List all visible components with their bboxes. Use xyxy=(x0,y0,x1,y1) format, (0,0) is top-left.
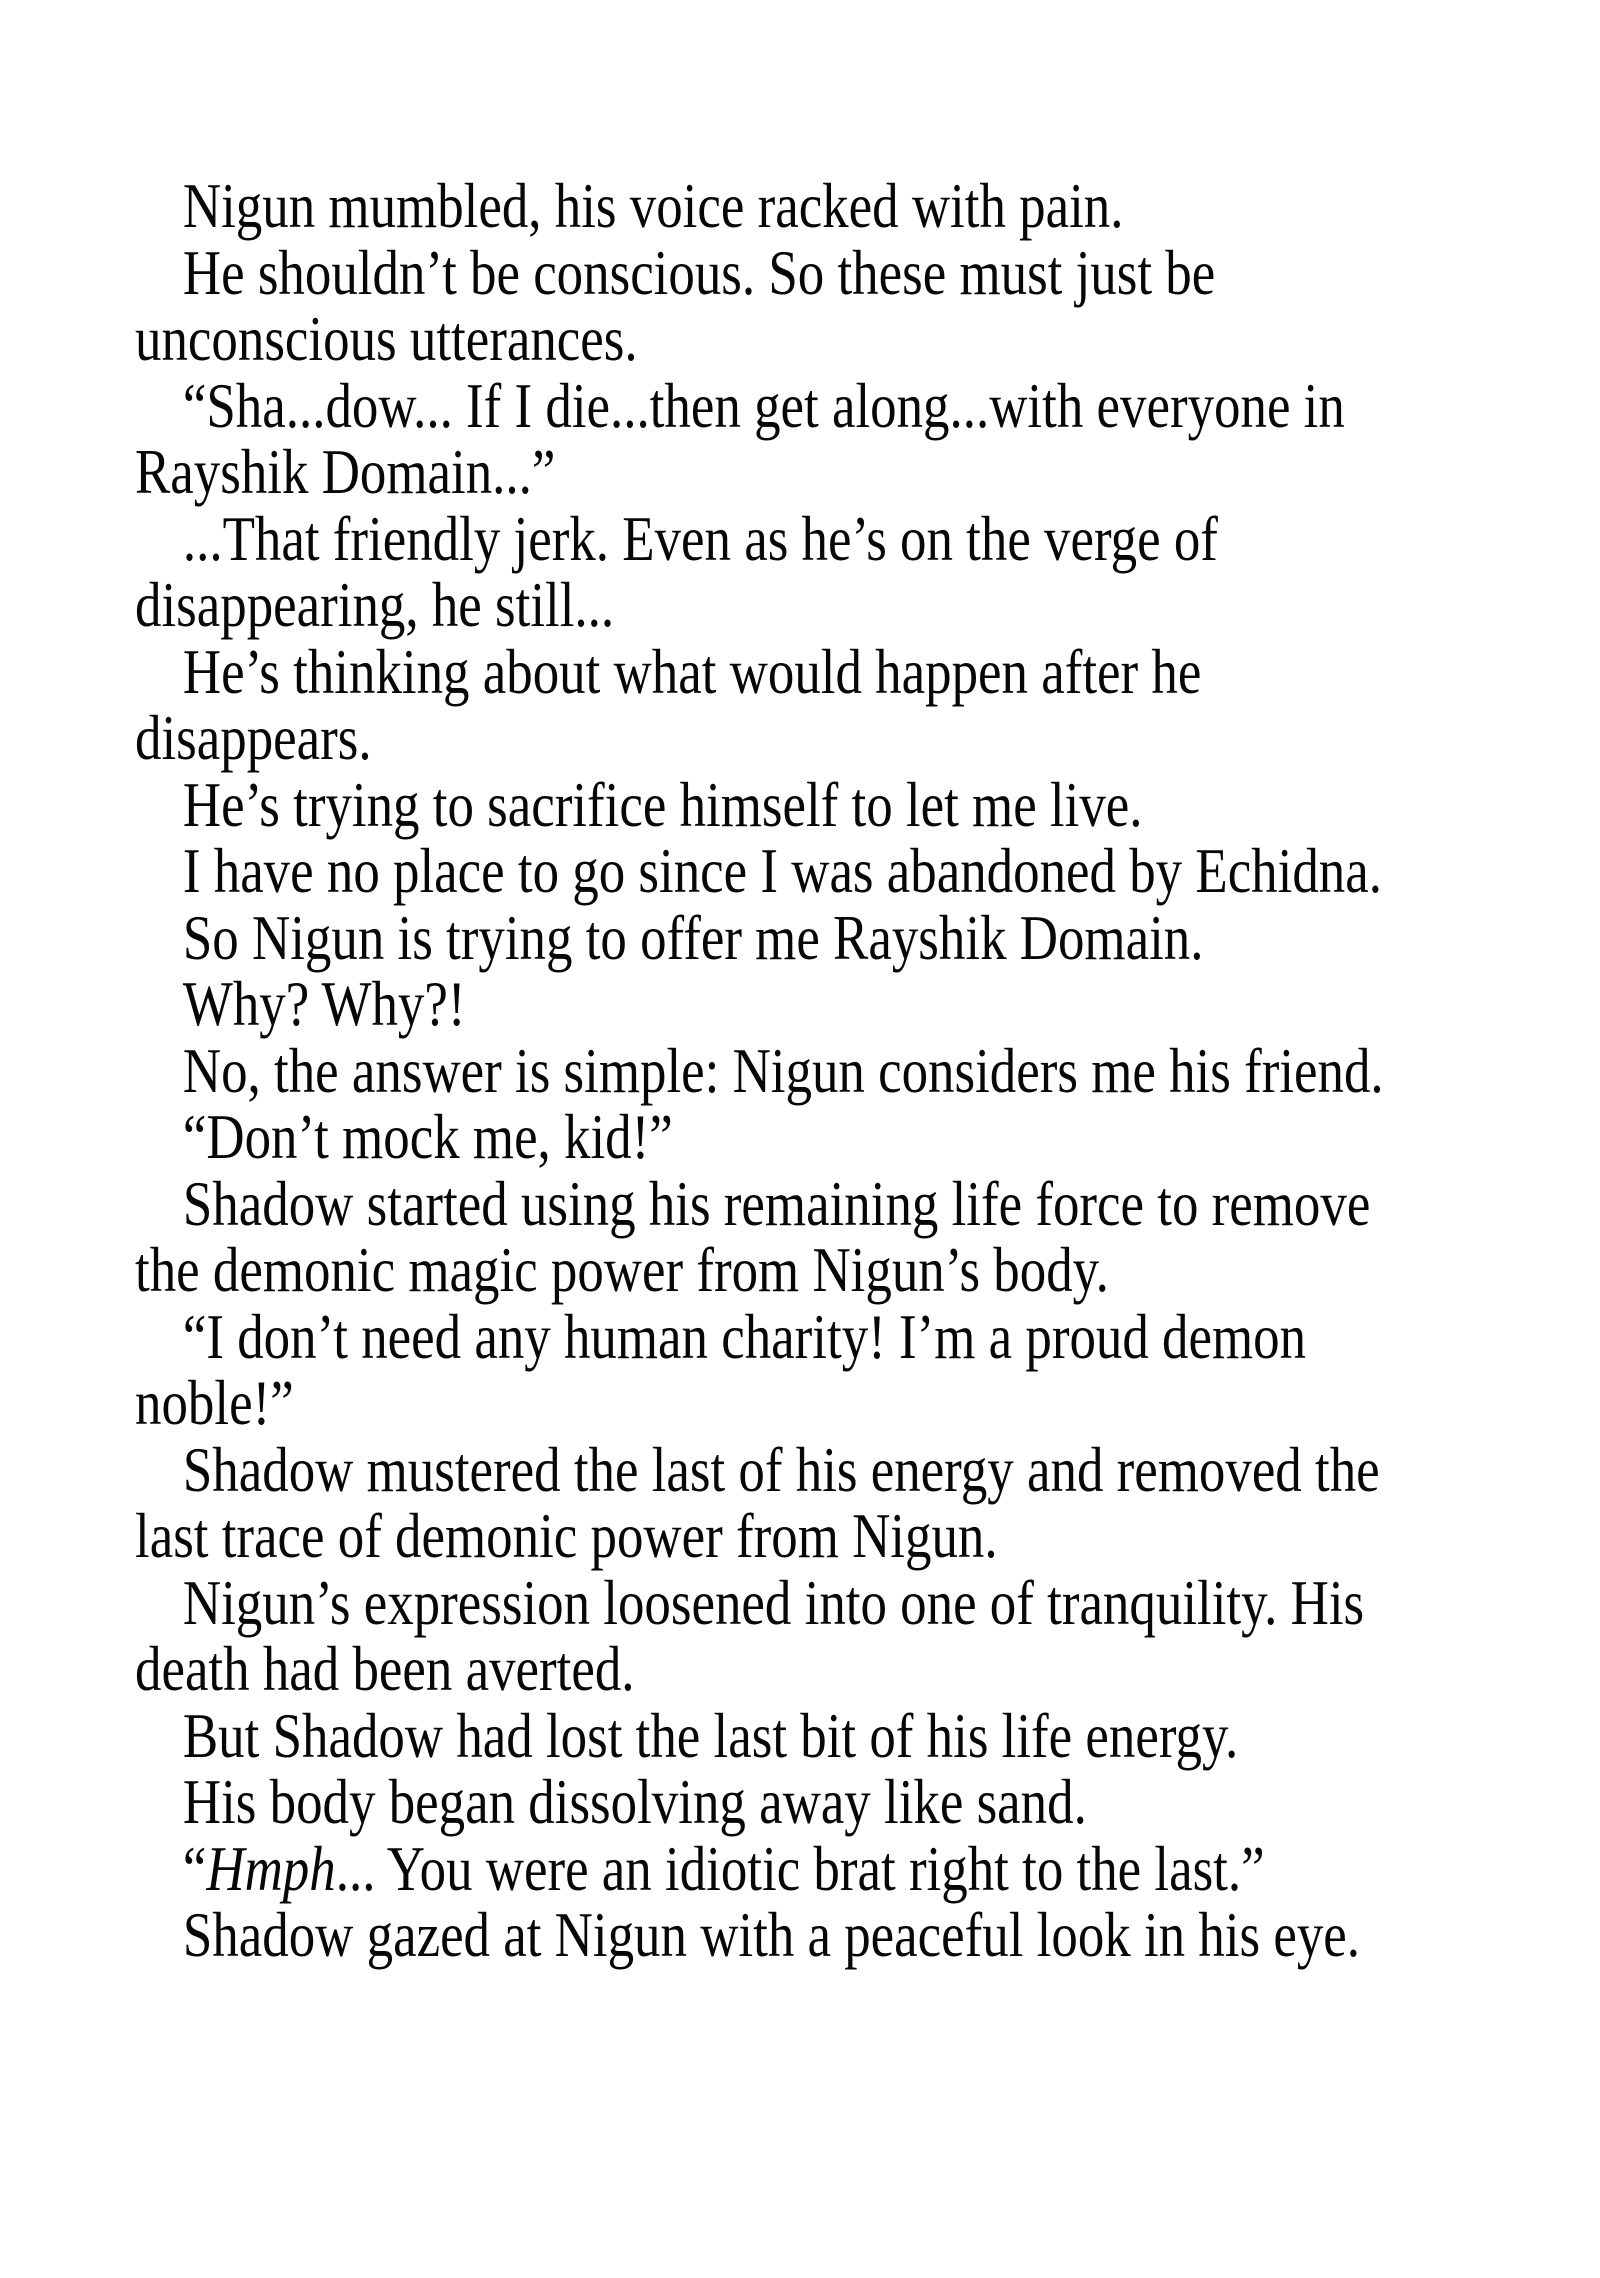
text-segment: His body began dissolving away like sand. xyxy=(182,1767,1087,1837)
text-segment: He’s thinking about what would happen after he xyxy=(182,636,1202,707)
text-line xyxy=(135,1833,1600,1904)
text-line xyxy=(135,1301,1600,1372)
text-line xyxy=(135,636,1600,707)
italic-text: Hmph xyxy=(206,1833,336,1904)
text-segment: So Nigun is trying to offer me Rayshik Domain. xyxy=(182,902,1204,973)
text-line xyxy=(135,572,1600,639)
text-segment: Rayshik Domain...” xyxy=(135,437,556,507)
text-line xyxy=(135,1104,1600,1171)
text-line xyxy=(135,173,1600,240)
text-line xyxy=(135,370,1600,441)
text-line xyxy=(135,237,1600,308)
text-segment: No, the answer is simple: Nigun considers me his friend. xyxy=(182,1035,1384,1106)
text-segment: “I don’t need any human charity! I’m a proud demon xyxy=(182,1301,1307,1372)
text-line xyxy=(135,1370,1600,1437)
text-line xyxy=(135,1168,1600,1239)
text-segment: disappearing, he still... xyxy=(135,570,615,640)
text-line xyxy=(135,1035,1600,1106)
text-segment: “Sha...dow... If I die...then get along...with everyone in xyxy=(182,370,1345,441)
text-segment: Nigun mumbled, his voice racked with pain. xyxy=(182,171,1124,241)
text-line xyxy=(135,306,1600,373)
text-line xyxy=(135,1434,1600,1505)
text-segment: Shadow started using his remaining life force to remove xyxy=(182,1168,1371,1239)
text-segment: death had been averted. xyxy=(135,1634,635,1704)
text-line xyxy=(135,971,1600,1038)
text-segment: last trace of demonic power from Nigun. xyxy=(135,1501,998,1571)
text-segment: He’s trying to sacrifice himself to let me live. xyxy=(182,769,1143,840)
text-segment: unconscious utterances. xyxy=(135,304,638,374)
text-line xyxy=(135,902,1600,973)
text-segment: Nigun’s expression loosened into one of tranquility. His xyxy=(182,1567,1365,1638)
text-segment: Shadow mustered the last of his energy and removed the xyxy=(182,1434,1380,1505)
text-segment: ... You were an idiotic brat right to the last.” xyxy=(335,1833,1265,1904)
text-segment: disappears. xyxy=(135,703,372,773)
text-line xyxy=(135,1567,1600,1638)
text-segment: Why? Why?! xyxy=(182,969,466,1039)
text-segment: the demonic magic power from Nigun’s body. xyxy=(135,1235,1109,1305)
text-line xyxy=(135,1237,1600,1304)
text-segment: ...That friendly jerk. Even as he’s on the verge of xyxy=(182,503,1218,574)
text-segment: “ xyxy=(182,1833,207,1904)
text-line xyxy=(135,1636,1600,1703)
text-segment: Shadow gazed at Nigun with a peaceful look in his eye. xyxy=(182,1900,1361,1970)
text-line xyxy=(135,503,1600,574)
text-line xyxy=(135,838,1600,905)
text-line xyxy=(135,1769,1600,1836)
text-line xyxy=(135,1902,1600,1969)
text-segment: I have no place to go since I was abandoned by Echidna. xyxy=(182,836,1382,906)
text-segment: “Don’t mock me, kid!” xyxy=(182,1102,673,1172)
text-segment: He shouldn’t be conscious. So these must just be xyxy=(182,237,1216,308)
text-line xyxy=(135,1503,1600,1570)
page-text xyxy=(135,173,1600,1969)
text-line xyxy=(135,1700,1600,1771)
text-segment: noble!” xyxy=(135,1368,294,1438)
text-segment: But Shadow had lost the last bit of his life energy. xyxy=(182,1700,1239,1771)
text-line xyxy=(135,705,1600,772)
text-line xyxy=(135,769,1600,840)
text-line xyxy=(135,439,1600,506)
